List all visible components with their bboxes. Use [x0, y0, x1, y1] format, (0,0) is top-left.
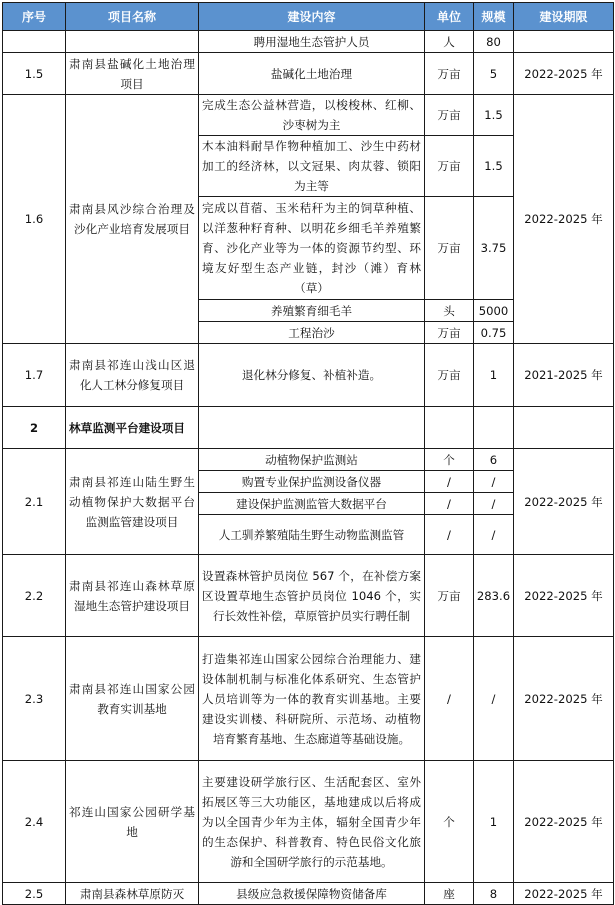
cell-scale: [474, 407, 514, 449]
header-project-name: 项目名称: [66, 3, 199, 31]
header-row: [3, 3, 614, 31]
cell-unit: /: [425, 471, 474, 493]
section-title: 林草监测平台建设项目: [66, 407, 199, 449]
cell-period: 2022-2025 年: [514, 53, 614, 95]
cell-scale: 80: [474, 31, 514, 53]
cell-name: [66, 31, 199, 53]
cell-unit: 万亩: [425, 53, 474, 95]
table-row: [3, 555, 614, 637]
cell-no: 1.7: [3, 344, 66, 407]
cell-content: 完成以苜蓿、玉米秸秆为主的饲草种植、以洋葱种籽育种、以明花乡细毛羊养殖繁育、沙化产业等为一体的资源节约型、环境友好型生态产业链，封沙（滩）育林（草）: [199, 197, 425, 300]
cell-scale: 6: [474, 449, 514, 471]
cell-scale: 1: [474, 344, 514, 407]
cell-content: 打造集祁连山国家公园综合治理能力、建设体制机制与标准化体系研究、生态管护人员培训等为一体的教育实训基地。主要建设实训楼、科研院所、示范场、动植物培育繁育基地、生态廊道等基础设施。: [199, 637, 425, 761]
cell-unit: 万亩: [425, 555, 474, 637]
cell-scale: 0.75: [474, 322, 514, 344]
cell-scale: 283.6: [474, 555, 514, 637]
cell-scale: 5: [474, 53, 514, 95]
cell-no: 1.6: [3, 95, 66, 344]
cell-period: 2022-2025 年: [514, 95, 614, 344]
cell-no: 2.2: [3, 555, 66, 637]
cell-name: 肃南县祁连山森林草原湿地生态管护建设项目: [66, 555, 199, 637]
cell-name: 祁连山国家公园研学基地: [66, 761, 199, 883]
section-no: 2: [3, 407, 66, 449]
cell-period: 2022-2025 年: [514, 883, 614, 905]
cell-content: 木本油料耐旱作物种植加工、沙生中药材加工的经济林，以文冠果、肉苁蓉、锁阳为主等: [199, 136, 425, 197]
cell-unit: [425, 407, 474, 449]
cell-unit: 万亩: [425, 136, 474, 197]
cell-content: 工程治沙: [199, 322, 425, 344]
cell-no: [3, 31, 66, 53]
table-row: [3, 761, 614, 883]
cell-content: 主要建设研学旅行区、生活配套区、室外拓展区等三大功能区，基地建成以后将成为以全国青少年为主体，辐射全国青少年的生态保护、科普教育、特色民俗文化旅游和全国研学旅行的示范基地。: [199, 761, 425, 883]
cell-period: 2022-2025 年: [514, 555, 614, 637]
header-content: 建设内容: [199, 3, 425, 31]
cell-content: 完成生态公益林营造，以梭梭林、红柳、沙枣树为主: [199, 95, 425, 136]
cell-content: 退化林分修复、补植补造。: [199, 344, 425, 407]
header-unit: 单位: [425, 3, 474, 31]
cell-content: 聘用湿地生态管护人员: [199, 31, 425, 53]
cell-period: 2022-2025 年: [514, 761, 614, 883]
cell-period: [514, 31, 614, 53]
cell-no: 2.1: [3, 449, 66, 555]
cell-content: 建设保护监测监管大数据平台: [199, 493, 425, 515]
section-row: [3, 407, 614, 449]
table-row: [3, 449, 614, 471]
cell-scale: 1.5: [474, 95, 514, 136]
cell-unit: /: [425, 515, 474, 555]
cell-scale: 3.75: [474, 197, 514, 300]
cell-name: 肃南县祁连山国家公园教育实训基地: [66, 637, 199, 761]
cell-period: [514, 407, 614, 449]
table-row: [3, 53, 614, 95]
header-period: 建设期限: [514, 3, 614, 31]
cell-unit: /: [425, 493, 474, 515]
cell-period: 2021-2025 年: [514, 344, 614, 407]
cell-no: 2.3: [3, 637, 66, 761]
cell-content: 盐碱化土地治理: [199, 53, 425, 95]
cell-unit: 万亩: [425, 322, 474, 344]
cell-no: 2.5: [3, 883, 66, 905]
cell-period: 2022-2025 年: [514, 449, 614, 555]
cell-name: 肃南县盐碱化土地治理项目: [66, 53, 199, 95]
cell-name: 肃南县祁连山陆生野生动植物保护大数据平台监测监管建设项目: [66, 449, 199, 555]
cell-unit: 万亩: [425, 344, 474, 407]
cell-scale: /: [474, 637, 514, 761]
cell-unit: /: [425, 637, 474, 761]
table-row: [3, 344, 614, 407]
cell-no: 1.5: [3, 53, 66, 95]
project-table: [2, 2, 614, 905]
header-no: 序号: [3, 3, 66, 31]
cell-content: 动植物保护监测站: [199, 449, 425, 471]
cell-period: 2022-2025 年: [514, 637, 614, 761]
cell-scale: 1: [474, 761, 514, 883]
cell-content: 县级应急救援保障物资储备库: [199, 883, 425, 905]
cell-content: 人工驯养繁殖陆生野生动物监测监管: [199, 515, 425, 555]
cell-unit: 人: [425, 31, 474, 53]
cell-content: 养殖繁育细毛羊: [199, 300, 425, 322]
cell-unit: 个: [425, 449, 474, 471]
cell-scale: 8: [474, 883, 514, 905]
cell-name: 肃南县森林草原防灭: [66, 883, 199, 905]
table-row: [3, 637, 614, 761]
table-row: [3, 95, 614, 136]
cell-content: 设置森林管护员岗位 567 个，在补偿方案区设置草地生态管护员岗位 1046 个，实行长效性补偿，草原管护员实行聘任制: [199, 555, 425, 637]
cell-scale: 5000: [474, 300, 514, 322]
header-scale: 规模: [474, 3, 514, 31]
cell-scale: 1.5: [474, 136, 514, 197]
cell-content: [199, 407, 425, 449]
cell-content: 购置专业保护监测设备仪器: [199, 471, 425, 493]
cell-no: 2.4: [3, 761, 66, 883]
table-row: [3, 883, 614, 905]
cell-name: 肃南县风沙综合治理及沙化产业培育发展项目: [66, 95, 199, 344]
cell-unit: 个: [425, 761, 474, 883]
cell-unit: 万亩: [425, 95, 474, 136]
cell-unit: 头: [425, 300, 474, 322]
cell-unit: 座: [425, 883, 474, 905]
cell-scale: /: [474, 471, 514, 493]
cell-scale: /: [474, 493, 514, 515]
cell-unit: 万亩: [425, 197, 474, 300]
cell-name: 肃南县祁连山浅山区退化人工林分修复项目: [66, 344, 199, 407]
cell-scale: /: [474, 515, 514, 555]
table-row: [3, 31, 614, 53]
